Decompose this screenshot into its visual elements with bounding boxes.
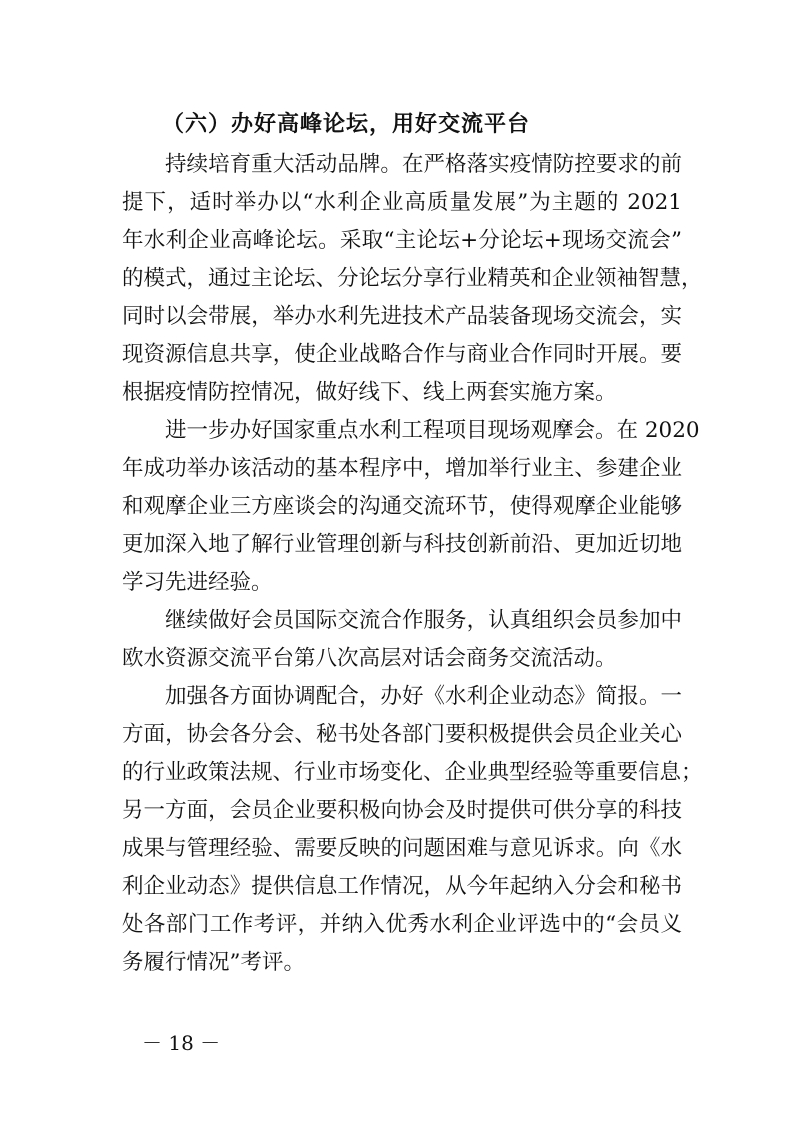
paragraph-line: 方面，协会各分会、秘书处各部门要积极提供会员企业关心: [122, 722, 682, 747]
paragraph-line: 根据疫情防控情况，做好线下、线上两套实施方案。: [122, 380, 617, 405]
paragraph-line: 继续做好会员国际交流合作服务，认真组织会员参加中: [165, 608, 682, 633]
paragraph-line: 年水利企业高峰论坛。采取“主论坛+分论坛+现场交流会”: [122, 228, 682, 253]
paragraph-line: 进一步办好国家重点水利工程项目现场观摩会。在 2020: [165, 418, 700, 443]
paragraph-3: [122, 602, 682, 678]
paragraph-line: 加强各方面协调配合，办好《水利企业动态》简报。一: [165, 684, 682, 709]
paragraph-line: 务履行情况”考评。: [122, 950, 305, 975]
paragraph-4: [122, 678, 703, 982]
paragraph-line: 的模式，通过主论坛、分论坛分享行业精英和企业领袖智慧，: [122, 266, 703, 291]
section-heading: （六）办好高峰论坛，用好交流平台: [162, 111, 531, 137]
paragraph-line: 现资源信息共享，使企业战略合作与商业合作同时开展。要: [122, 342, 682, 367]
paragraph-line: 欧水资源交流平台第八次高层对话会商务交流活动。: [122, 646, 617, 671]
paragraph-line: 更加深入地了解行业管理创新与科技创新前沿、更加近切地: [122, 532, 682, 557]
paragraph-line: 和观摩企业三方座谈会的沟通交流环节，使得观摩企业能够: [122, 494, 682, 519]
body-text: [122, 146, 703, 982]
paragraph-line: 年成功举办该活动的基本程序中，增加举行业主、参建企业: [122, 456, 682, 481]
paragraph-line: 的行业政策法规、行业市场变化、企业典型经验等重要信息；: [122, 760, 703, 785]
paragraph-line: 同时以会带展，举办水利先进技术产品装备现场交流会，实: [122, 304, 682, 329]
paragraph-line: 另一方面，会员企业要积极向协会及时提供可供分享的科技: [122, 798, 682, 823]
page-number: － 18 －: [142, 1031, 221, 1055]
paragraph-line: 成果与管理经验、需要反映的问题困难与意见诉求。向《水: [122, 836, 682, 861]
paragraph-1: [122, 146, 703, 412]
paragraph-line: 提下，适时举办以“水利企业高质量发展”为主题的 2021: [122, 190, 682, 215]
paragraph-2: [122, 412, 700, 602]
paragraph-line: 处各部门工作考评，并纳入优秀水利企业评选中的“会员义: [122, 912, 682, 937]
paragraph-line: 利企业动态》提供信息工作情况，从今年起纳入分会和秘书: [122, 874, 682, 899]
paragraph-line: 学习先进经验。: [122, 570, 273, 595]
paragraph-line: 持续培育重大活动品牌。在严格落实疫情防控要求的前: [165, 152, 682, 177]
